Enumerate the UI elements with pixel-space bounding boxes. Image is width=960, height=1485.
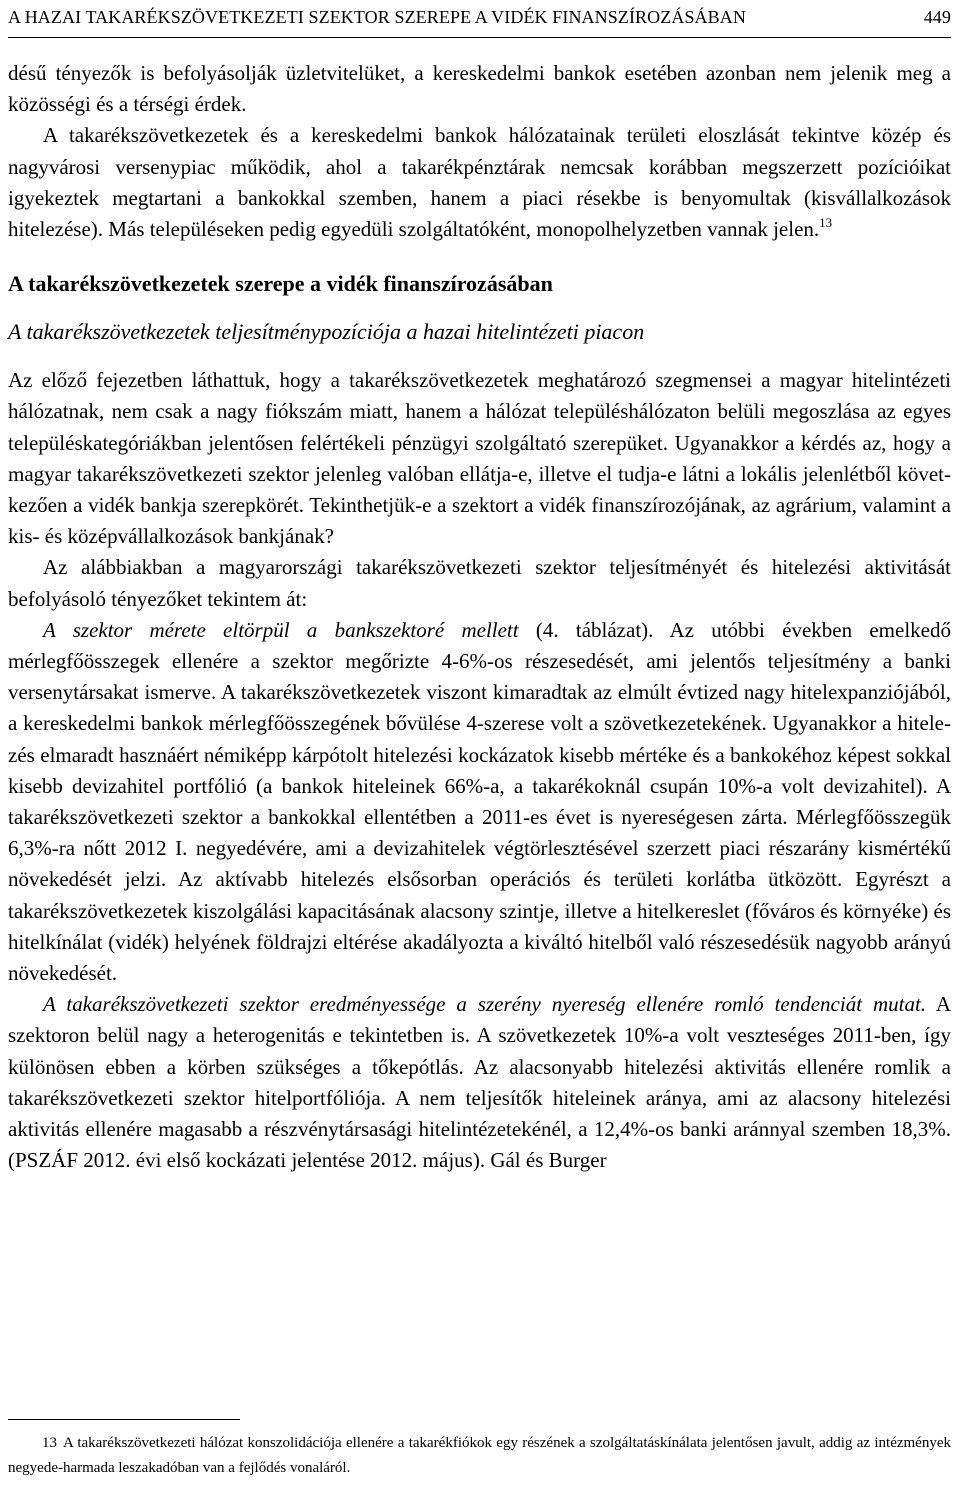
subsection-heading: A takarékszövetkezetek teljesítménypozíciója a hazai hitelintézeti piacon <box>8 319 645 345</box>
footnote-text: A takarékszövetkezeti hálózat konszolidációja ellenére a takarékfiókok egy részének a szolgáltatáskínálata jelentősen javult, addig az intézmények negyede-harmada leszakadóban van a fejlődés vonaláról. <box>8 1435 951 1476</box>
footnote-ref: 13 <box>819 215 833 231</box>
footnote-number: 13 <box>42 1435 57 1451</box>
paragraph: A takarékszövetkezetek és a kereskedelmi bankok hálózatainak területi eloszlását tekintve közép és nagyvárosi versenypiac működik, ahol a takarékpénztárak nemcsak korábban megszerzett pozícióikat igyekeztek megtartani a bankokkal szemben, hanem a piaci résekbe is benyomultak (kisvállalkozások hitelezése). Más településeken pedig egyedüli szolgáltatóként, monopolhelyzetben vannak jelen.$^{13}$ <box>8 123 951 242</box>
emphasis: A szektor mérete eltörpül a bankszektoré mellett <box>43 617 519 642</box>
running-header <box>8 0 951 38</box>
paragraph: Az alábbiakban a magyarországi takarékszövetkezeti szektor teljesítményét és hitelezési aktivitását befolyásoló tényezőket tekintem át: <box>8 555 951 611</box>
section-heading: A takarékszövetkezetek szerepe a vidék finanszírozásában <box>8 271 553 297</box>
paragraph: A szektor mérete eltörpül a bankszektoré mellett (4. táblázat). Az utóbbi években emelkedő mérlegfőösszegek ellenére a szektor megőrizte 4-6%-os részesedését, ami jelentős teljesítmény a banki versenytársakat ismerve. A takarékszövetkezetek viszont kimaradtak az elmúlt évtized nagy hitelexpanziójából, a kereskedelmi bankok mérlegfőösszegének bővülése 4-szerese volt a szövetkezetekének. Ugyanakkor a hitelezés elmaradt hasznáért némiképp kárpótolt hitelezési kockázatok kisebb mértéke és a bankokéhoz képest sokkal kisebb devizahitel portfólió (a bankok hiteleinek 66%-a, a takarékoknál csupán 10%-a volt devizahitel). A takarékszövetkezeti szektor a bankokkal ellentétben a 2011-es évet is nyereségesen zárta. Mérlegfőösszegük 6,3%-ra nőtt 2012 I. negyedévére, ami a devizahitelek végtörlesztésével szerzett piaci részarány kismértékű növekedését jelzi. Az aktívabb hitelezés elsősorban operációs és területi korlátba ütközött. Egyrészt a takarékszövetkezetek kiszolgálási kapacitásának alacsony szintje, illetve a hitelkereslet (főváros és környéke) és hitelkínálat (vidék) helyének földrajzi eltérése akadályozta a kiváltó hitelből való részesedésük nagyobb arányú növekedését. <box>8 617 951 986</box>
emphasis: A takarékszövetkezeti szektor eredményessége a szerény nyereség ellenére romló tendenciát mutat. <box>43 992 927 1017</box>
paragraph: Az előző fejezetben láthattuk, hogy a takarékszövetkezetek meghatározó szegmensei a magyar hitelintézeti hálózatnak, nem csak a nagy fiókszám miatt, hanem a hálózat településhálózaton belüli megoszlása az egyes településkategóriákban jelentősen felértékeli pénzügyi szolgáltató szerepüket. Ugyanakkor a kérdés az, hogy a magyar takarékszövetkezeti szektor jelenleg valóban ellátja-e, illetve el tudja-e látni a lokális jelenlétből következően a vidék bankja szerepkörét. Tekinthetjük-e a szektort a vidék finanszírozójának, az agrárium, valamint a kis- és középvállalkozások bankjának? <box>8 368 951 549</box>
paragraph-continuation: désű tényezők is befolyásolják üzletvitelüket, a kereskedelmi bankok esetében azonban nem jelenik meg a közösségi és a térségi érdek. <box>8 61 951 117</box>
footnote-divider <box>8 1419 240 1420</box>
paragraph: A takarékszövetkezeti szektor eredményessége a szerény nyereség ellenére romló tendenciát mutat. A szektoron belül nagy a heterogenitás e tekintetben is. A szövetkezetek 10%-a volt veszteséges 2011-ben, így különösen ebben a körben szükséges a tőkepótlás. Az alacsonyabb hitelezési aktivitás ellenére romlik a takarékszövetkezeti szektor hitelportfóliója. A nem teljesítők hiteleinek aránya, ami az alacsony hitelezési aktivitás ellenére magasabb a részvénytársasági hitelintézetekénél, a 12,4%-os banki aránnyal szemben 18,3%. (PSZÁF 2012. évi első kockázati jelentése 2012. május). Gál és Burger <box>8 992 951 1173</box>
running-header-title: A HAZAI TAKARÉKSZÖVETKEZETI SZEKTOR SZEREPE A VIDÉK FINANSZÍROZÁSÁBAN <box>8 7 746 27</box>
footnote <box>8 1431 951 1481</box>
body-text <box>8 58 951 1177</box>
page-number: 449 <box>923 7 951 27</box>
